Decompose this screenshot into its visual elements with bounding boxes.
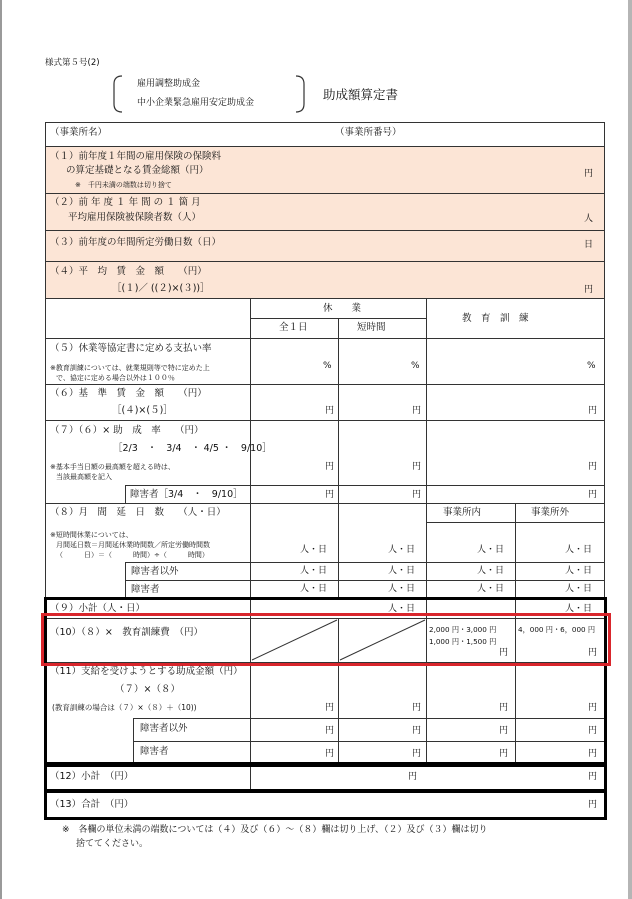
- row-10-label: （10）（８）× 教育訓練費 （円）: [50, 627, 204, 638]
- row-11-disabled-label: 障害者: [140, 746, 169, 757]
- row-8-d-unit-full: 人・日: [300, 584, 328, 594]
- row-11-label: （11）支給を受けようとする助成金額（円）: [50, 666, 243, 677]
- row-11-d-unit-short: 円: [412, 749, 422, 759]
- row-3-label: （３）前年度の年間所定労働日数（日）: [50, 237, 222, 248]
- office-name-label: （事業所名）: [50, 127, 108, 138]
- row-7-unit-full: 円: [325, 462, 335, 472]
- col-leave: 休 業: [323, 303, 362, 314]
- subsidy-name-1: 雇用調整助成金: [137, 79, 201, 89]
- row-11-unit-short: 円: [412, 703, 422, 713]
- form-number: 様式第５号(2): [45, 58, 100, 68]
- row-6-unit-full: 円: [325, 406, 335, 416]
- line: [45, 230, 605, 231]
- row-5-note-2: で、協定に定める場合以外は１００％: [56, 374, 175, 382]
- row-5-unit-full: %: [323, 361, 332, 371]
- row-7-unit-short: 円: [412, 462, 422, 472]
- row-8-nd-unit-inside: 人・日: [477, 566, 505, 576]
- row-7-label: （７）（６）× 助 成 率 （円）: [50, 425, 204, 436]
- col-inside: 事業所内: [443, 507, 482, 518]
- row-10-rate-inside-2: 1,000 円・1,500 円: [429, 637, 497, 646]
- row-12-unit-leave: 円: [408, 772, 418, 782]
- subsidy-name-2: 中小企業緊急雇用安定助成金: [137, 98, 255, 108]
- row-1-label: （１）前年度１年間の雇用保険の保険料: [50, 151, 222, 162]
- line: [45, 146, 605, 147]
- line: [125, 580, 605, 581]
- line: [45, 338, 605, 339]
- row-7-unit-training: 円: [588, 462, 598, 472]
- row-9-unit-training: 人・日: [565, 604, 593, 614]
- row-11-d-unit-outside: 円: [588, 749, 598, 759]
- row-2-unit: 人: [584, 214, 594, 224]
- line: [125, 485, 605, 486]
- row-11-d-unit-full: 円: [325, 749, 335, 759]
- row-6-label: （６）基 準 賃 金 額 （円）: [50, 388, 207, 399]
- row-11-non-disabled-label: 障害者以外: [140, 723, 188, 734]
- row-9-label: （９）小計（人・日）: [50, 603, 146, 614]
- footer-note-2: 捨ててください。: [76, 839, 149, 849]
- row-2-label: （２）前 年 度 １ 年 間 の １ 箇 月: [50, 197, 201, 208]
- row-10-unit-inside: 円: [499, 648, 509, 658]
- col-outside: 事業所外: [531, 507, 570, 518]
- row-11-formula: （７）×（８）: [115, 684, 180, 695]
- page-frame-right: [628, 0, 632, 899]
- line: [45, 420, 605, 421]
- row-6-formula: ［(４)×(５)］: [112, 405, 173, 416]
- row-11-training-note: (教育訓練の場合は（７）×（８）＋（10)): [52, 703, 197, 712]
- row-11-d-unit-inside: 円: [499, 749, 509, 759]
- row-1-label-2: の算定基礎となる賃金総額（円）: [66, 165, 209, 176]
- line: [45, 193, 605, 194]
- row-2-label-2: 平均雇用保険被保険者数（人）: [68, 212, 202, 223]
- row-7-disabled-label: 障害者［3/4 ・ 9/10］: [130, 489, 243, 500]
- row-4-label: （４）平 均 賃 金 額 （円）: [50, 266, 207, 277]
- row-11-unit-inside: 円: [499, 703, 509, 713]
- row-8-nd-unit-full: 人・日: [300, 566, 328, 576]
- row-8-d-unit-outside: 人・日: [565, 584, 593, 594]
- row-11-nd-unit-full: 円: [325, 726, 335, 736]
- row-5-unit-short: %: [411, 361, 420, 371]
- row-8-d-unit-inside: 人・日: [477, 584, 505, 594]
- line: [125, 562, 605, 563]
- row-8-note-2: 月間延日数＝月間延休業時間数／所定労働時間数: [56, 541, 210, 549]
- row-5-unit-training: %: [587, 361, 596, 371]
- row-10-rate-inside-1: 2,000 円・3,000 円: [429, 625, 497, 634]
- row-8-nd-unit-outside: 人・日: [565, 566, 593, 576]
- row-11-nd-unit-inside: 円: [499, 726, 509, 736]
- line: [45, 384, 605, 385]
- row-8-unit-outside: 人・日: [565, 545, 593, 555]
- col-short-time: 短時間: [357, 322, 386, 333]
- row-8-unit-short: 人・日: [388, 545, 416, 555]
- row-6-unit-training: 円: [588, 406, 598, 416]
- office-number-label: （事業所番号）: [335, 127, 402, 138]
- row-7-note-2: 当該最高額を記入: [56, 473, 112, 481]
- row-9-unit-leave: 人・日: [388, 604, 416, 614]
- col-full-day: 全１日: [279, 322, 308, 333]
- page-frame-left: [0, 0, 2, 899]
- row-5-label: （５）休業等協定書に定める支払い率: [50, 343, 212, 354]
- row-8-unit-inside: 人・日: [477, 545, 505, 555]
- row-1-note: ※ 千円未満の端数は切り捨て: [75, 181, 172, 189]
- row-11-nd-unit-short: 円: [412, 726, 422, 736]
- col-training: 教 育 訓 練: [462, 313, 529, 324]
- line: [125, 562, 126, 598]
- row-8-non-disabled-label: 障害者以外: [131, 566, 179, 577]
- row-8-nd-unit-short: 人・日: [388, 566, 416, 576]
- row-11-unit-full: 円: [325, 703, 335, 713]
- row-13-unit: 円: [588, 800, 598, 810]
- document-title: 助成額算定書: [323, 87, 399, 102]
- row-8-note-3: （ 日）＝（ 時間）÷（ 時間）: [56, 551, 209, 559]
- row-7-disabled-unit-short: 円: [412, 490, 422, 500]
- row-4-formula: ［(１)／ ((２)×(３))］: [112, 283, 210, 294]
- row-10-highlight: [41, 613, 611, 666]
- row-1-unit: 円: [584, 169, 594, 179]
- line: [45, 503, 605, 504]
- line: [45, 298, 605, 299]
- footer-note-1: ※ 各欄の単位未満の端数については（４）及び（６）～（８）欄は切り上げ、（２）及び（３）欄は切り: [62, 825, 488, 835]
- row-7-note-1: ※基本手当日額の最高額を超える時は、: [50, 463, 175, 471]
- row-13-label: （13）合計 （円）: [50, 799, 134, 810]
- line: [125, 485, 126, 503]
- row-6-unit-short: 円: [412, 406, 422, 416]
- row-7-rates: ［2/3 ・ 3/4 ・ 4/5 ・ 9/10］: [113, 443, 272, 454]
- row-12-unit-training: 円: [588, 772, 598, 782]
- row-3-unit: 日: [584, 240, 594, 250]
- row-4-unit: 円: [584, 285, 594, 295]
- row-10-rate-outside: 4，000 円・6，000 円: [518, 625, 596, 634]
- line: [45, 261, 605, 262]
- row-10-unit-outside: 円: [588, 648, 598, 658]
- row-7-disabled-unit-full: 円: [325, 490, 335, 500]
- row-8-disabled-label: 障害者: [131, 584, 160, 595]
- row-5-note-1: ※教育訓練については、就業規則等で特に定めた上: [50, 364, 210, 372]
- row-11-nd-unit-outside: 円: [588, 726, 598, 736]
- row-8-d-unit-short: 人・日: [388, 584, 416, 594]
- row-8-note-1: ※短時間休業については、: [50, 531, 133, 539]
- row-12-label: （12）小計 （円）: [50, 771, 134, 782]
- row-7-disabled-unit-training: 円: [588, 490, 598, 500]
- row-11-unit-outside: 円: [588, 703, 598, 713]
- row-8-unit-full: 人・日: [300, 545, 328, 555]
- row-8-label: （８）月 間 延 日 数 （人・日）: [50, 507, 226, 518]
- line: [338, 318, 339, 598]
